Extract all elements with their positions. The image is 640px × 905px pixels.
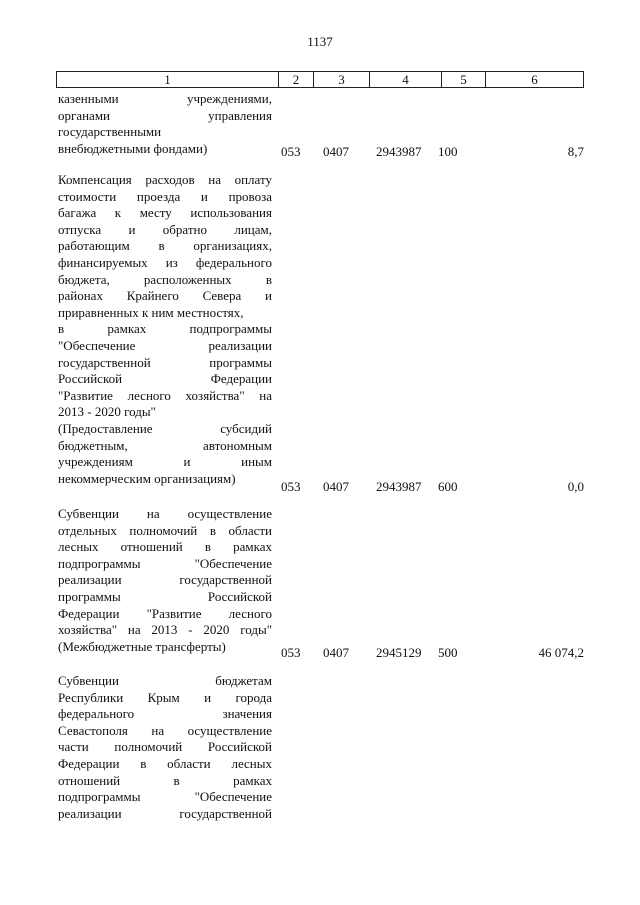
cell-ved: 053 [281, 144, 301, 159]
row-description [58, 506, 272, 655]
cell-ved: 053 [281, 479, 301, 494]
description-line: реализации государственной [58, 572, 272, 588]
description-line: багажа к месту использования [58, 205, 272, 221]
description-line: внебюджетными фондами) [58, 140, 208, 156]
description-line: казенными учреждениями, [58, 91, 272, 106]
description-line: финансируемых из федерального [58, 254, 272, 270]
table-header [56, 71, 584, 88]
description-line: государственной программы [58, 354, 272, 370]
cell-sum: 8,7 [567, 144, 584, 159]
cell-sum: 0,0 [567, 479, 584, 494]
table-row [58, 506, 586, 661]
cell-vr: 100 [438, 144, 458, 159]
table-row [58, 172, 586, 494]
cell-rz: 0407 [323, 645, 349, 660]
cell-ved: 053 [281, 645, 301, 660]
cell-csr: 2945129 [376, 645, 422, 660]
description-line: программы Российской [58, 588, 272, 604]
description-line: Севастополя на осуществление [58, 722, 272, 738]
description-line: Субвенции на осуществление [58, 506, 272, 521]
description-line: районах Крайнего Севера и [58, 288, 272, 304]
description-line: хозяйства" на 2013 - 2020 годы" [58, 622, 272, 638]
table-row [58, 91, 586, 161]
description-line: работающим в организациях, [58, 238, 272, 254]
header-col-2: 2 [278, 72, 313, 87]
header-col-5: 5 [441, 72, 485, 87]
description-line: бюджетным, автономным [58, 437, 272, 453]
description-line: отношений в рамках [58, 772, 272, 788]
description-line: 2013 - 2020 годы" [58, 404, 156, 420]
description-line: государственными [58, 124, 162, 140]
description-line: "Развитие лесного хозяйства" на [58, 387, 272, 403]
cell-csr: 2943987 [376, 144, 422, 159]
header-col-1: 1 [164, 72, 171, 87]
row-description [58, 172, 272, 487]
description-line: отдельных полномочий в области [58, 522, 272, 538]
description-line: бюджета, расположенных в [58, 271, 272, 287]
header-col-4: 4 [369, 72, 441, 87]
description-line: некоммерческим организациям) [58, 470, 236, 486]
description-line: приравненных к ним местностях, [58, 304, 244, 320]
description-line: (Предоставление субсидий [58, 420, 272, 436]
description-line: Республики Крым и города [58, 689, 272, 705]
row-description [58, 91, 272, 157]
description-line: "Обеспечение реализации [58, 337, 272, 353]
cell-rz: 0407 [323, 144, 349, 159]
description-line: органами управления [58, 107, 272, 123]
cell-vr: 500 [438, 645, 458, 660]
description-line: Российской Федерации [58, 371, 272, 387]
header-col-3: 3 [313, 72, 369, 87]
description-line: (Межбюджетные трансферты) [58, 638, 226, 654]
description-line: Федерации в области лесных [58, 755, 272, 771]
description-line: подпрограммы "Обеспечение [58, 789, 272, 805]
description-line: федерального значения [58, 706, 272, 722]
cell-csr: 2943987 [376, 479, 422, 494]
cell-vr: 600 [438, 479, 458, 494]
cell-rz: 0407 [323, 479, 349, 494]
description-line: стоимости проезда и провоза [58, 188, 272, 204]
description-line: в рамках подпрограммы [58, 321, 272, 337]
description-line: подпрограммы "Обеспечение [58, 555, 272, 571]
description-line: Субвенции бюджетам [58, 673, 272, 688]
table-row [58, 673, 586, 828]
description-line: реализации государственной [58, 805, 272, 821]
description-line: учреждениям и иным [58, 454, 272, 470]
description-line: Компенсация расходов на оплату [58, 172, 272, 187]
description-line: отпуска и обратно лицам, [58, 221, 272, 237]
header-col-6: 6 [485, 72, 583, 87]
page-number: 1137 [307, 34, 333, 49]
description-line: лесных отношений в рамках [58, 539, 272, 555]
cell-sum: 46 074,2 [538, 645, 584, 660]
description-line: части полномочий Российской [58, 739, 272, 755]
description-line: Федерации "Развитие лесного [58, 605, 272, 621]
row-description [58, 673, 272, 822]
